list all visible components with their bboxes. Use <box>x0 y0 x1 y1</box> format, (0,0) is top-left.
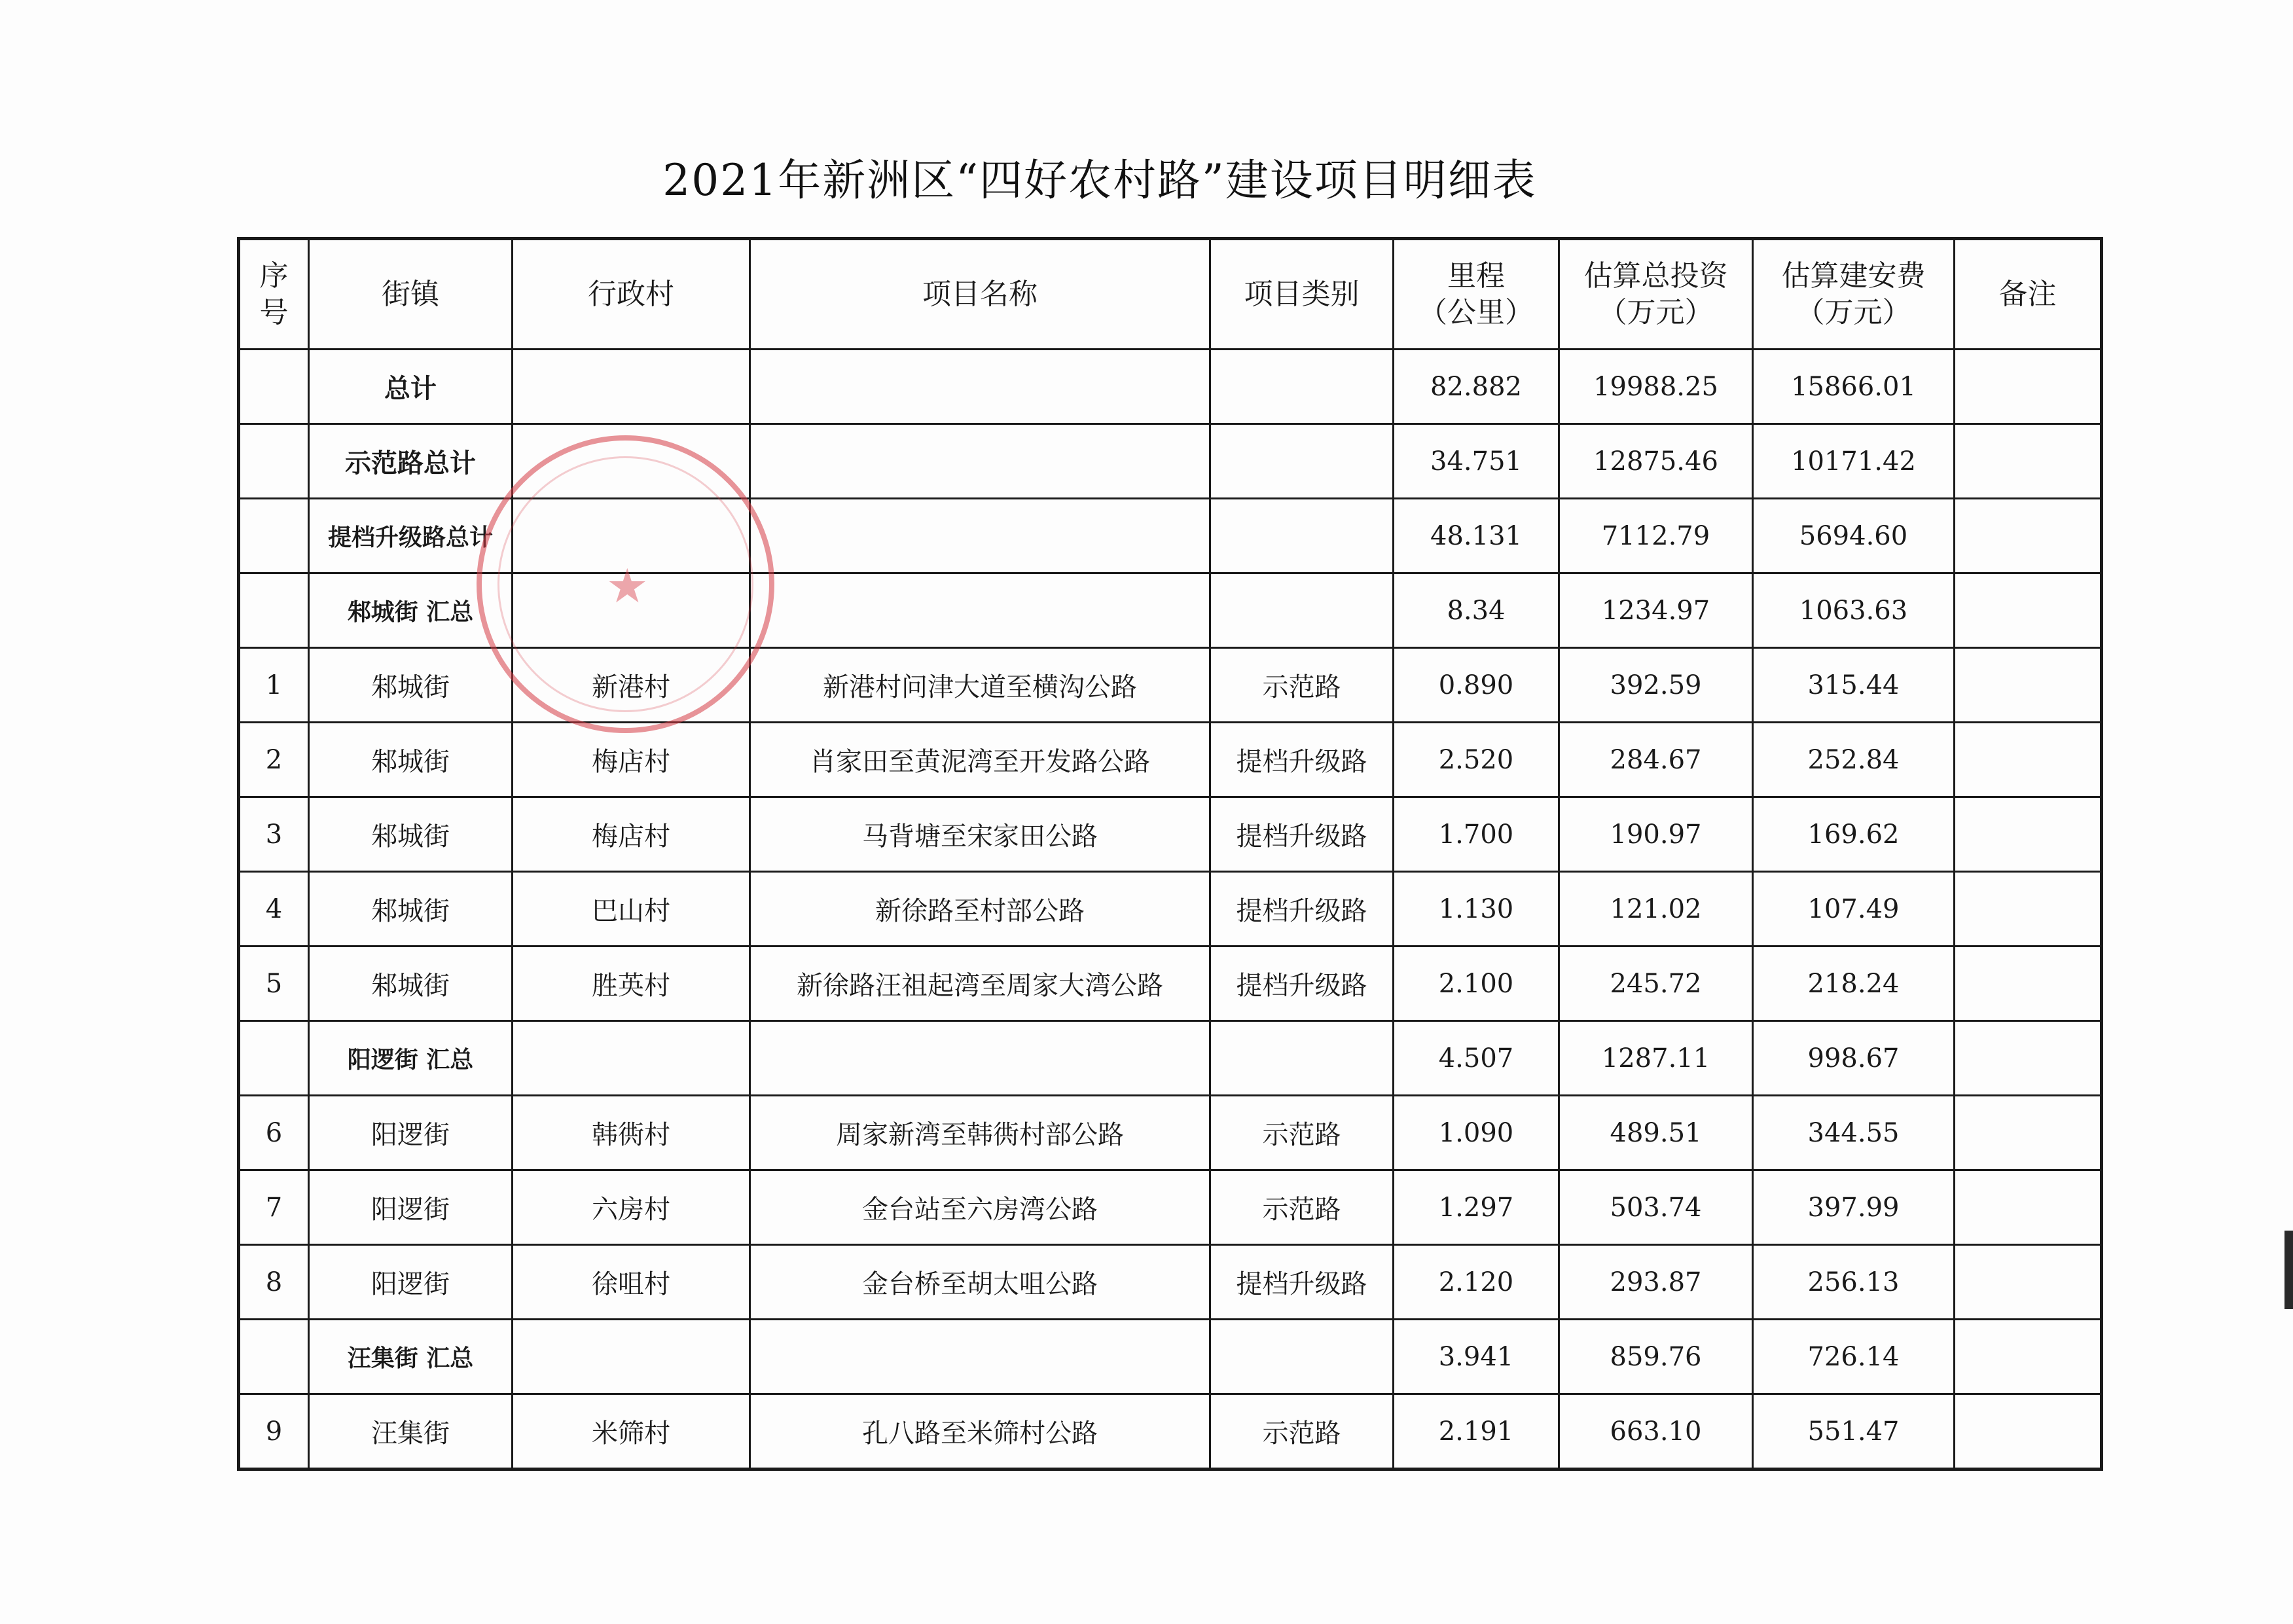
cell-notes <box>1955 1394 2102 1470</box>
header-project: 项目名称 <box>750 239 1210 350</box>
cell-village <box>513 1021 750 1096</box>
table-header-row <box>239 239 2102 350</box>
table-row <box>239 947 2102 1021</box>
cell-village <box>513 424 750 499</box>
cell-project: 马背塘至宋家田公路 <box>750 797 1210 872</box>
table-row <box>239 648 2102 723</box>
cell-investment: 859.76 <box>1559 1320 1753 1394</box>
cell-investment: 503.74 <box>1559 1170 1753 1245</box>
cell-construction: 1063.63 <box>1753 573 1955 648</box>
cell-construction: 5694.60 <box>1753 499 1955 573</box>
cell-seq: 7 <box>239 1170 309 1245</box>
table-row <box>239 797 2102 872</box>
cell-category: 提档升级路 <box>1210 797 1394 872</box>
cell-construction: 726.14 <box>1753 1320 1955 1394</box>
cell-investment: 392.59 <box>1559 648 1753 723</box>
cell-village <box>513 499 750 573</box>
cell-mileage: 2.100 <box>1394 947 1559 1021</box>
cell-investment: 121.02 <box>1559 872 1753 947</box>
cell-seq: 5 <box>239 947 309 1021</box>
cell-project <box>750 1320 1210 1394</box>
cell-mileage: 2.191 <box>1394 1394 1559 1470</box>
cell-village <box>513 1320 750 1394</box>
cell-notes <box>1955 797 2102 872</box>
cell-village <box>513 573 750 648</box>
table-row <box>239 1170 2102 1245</box>
cell-notes <box>1955 1245 2102 1320</box>
cell-construction: 315.44 <box>1753 648 1955 723</box>
cell-village: 梅店村 <box>513 797 750 872</box>
cell-seq: 1 <box>239 648 309 723</box>
cell-category <box>1210 1021 1394 1096</box>
cell-category <box>1210 499 1394 573</box>
table-body <box>239 350 2102 1470</box>
cell-construction: 998.67 <box>1753 1021 1955 1096</box>
cell-notes <box>1955 499 2102 573</box>
cell-mileage: 82.882 <box>1394 350 1559 424</box>
cell-village: 徐咀村 <box>513 1245 750 1320</box>
cell-investment: 489.51 <box>1559 1096 1753 1170</box>
cell-construction: 252.84 <box>1753 723 1955 797</box>
cell-town: 阳逻街 <box>309 1170 513 1245</box>
cell-town: 汪集街 汇总 <box>309 1320 513 1394</box>
cell-mileage: 2.520 <box>1394 723 1559 797</box>
cell-project: 周家新湾至韩衖村部公路 <box>750 1096 1210 1170</box>
cell-mileage: 1.700 <box>1394 797 1559 872</box>
cell-notes <box>1955 350 2102 424</box>
cell-town: 阳逻街 汇总 <box>309 1021 513 1096</box>
cell-construction: 107.49 <box>1753 872 1955 947</box>
cell-mileage: 48.131 <box>1394 499 1559 573</box>
cell-project: 新徐路汪祖起湾至周家大湾公路 <box>750 947 1210 1021</box>
cell-investment: 1234.97 <box>1559 573 1753 648</box>
cell-project <box>750 350 1210 424</box>
cell-town: 邾城街 <box>309 872 513 947</box>
cell-town: 邾城街 <box>309 797 513 872</box>
cell-seq: 3 <box>239 797 309 872</box>
cell-project: 新港村问津大道至横沟公路 <box>750 648 1210 723</box>
cell-seq <box>239 1021 309 1096</box>
cell-village: 梅店村 <box>513 723 750 797</box>
cell-notes <box>1955 1096 2102 1170</box>
cell-village: 新港村 <box>513 648 750 723</box>
cell-notes <box>1955 648 2102 723</box>
cell-investment: 293.87 <box>1559 1245 1753 1320</box>
cell-project: 金台站至六房湾公路 <box>750 1170 1210 1245</box>
summary-row <box>239 1320 2102 1394</box>
cell-village: 胜英村 <box>513 947 750 1021</box>
cell-construction: 256.13 <box>1753 1245 1955 1320</box>
header-town: 街镇 <box>309 239 513 350</box>
cell-mileage: 8.34 <box>1394 573 1559 648</box>
cell-category: 提档升级路 <box>1210 1245 1394 1320</box>
header-category: 项目类别 <box>1210 239 1394 350</box>
cell-investment: 19988.25 <box>1559 350 1753 424</box>
cell-town: 阳逻街 <box>309 1096 513 1170</box>
project-detail-table <box>237 237 2103 1471</box>
cell-village <box>513 350 750 424</box>
cell-mileage: 3.941 <box>1394 1320 1559 1394</box>
cell-investment: 245.72 <box>1559 947 1753 1021</box>
summary-row <box>239 499 2102 573</box>
cell-project: 金台桥至胡太咀公路 <box>750 1245 1210 1320</box>
cell-notes <box>1955 872 2102 947</box>
cell-notes <box>1955 1021 2102 1096</box>
cell-town: 邾城街 <box>309 723 513 797</box>
cell-construction: 10171.42 <box>1753 424 1955 499</box>
cell-construction: 397.99 <box>1753 1170 1955 1245</box>
header-investment: 估算总投资 （万元） <box>1559 239 1753 350</box>
cell-investment: 7112.79 <box>1559 499 1753 573</box>
cell-investment: 12875.46 <box>1559 424 1753 499</box>
cell-seq <box>239 350 309 424</box>
summary-row <box>239 573 2102 648</box>
cell-town: 提档升级路总计 <box>309 499 513 573</box>
header-village: 行政村 <box>513 239 750 350</box>
cell-seq <box>239 499 309 573</box>
cell-category <box>1210 1320 1394 1394</box>
cell-notes <box>1955 723 2102 797</box>
cell-seq <box>239 424 309 499</box>
cell-category <box>1210 424 1394 499</box>
scan-edge-mark <box>2284 1231 2293 1309</box>
cell-mileage: 0.890 <box>1394 648 1559 723</box>
cell-category: 示范路 <box>1210 1394 1394 1470</box>
table-row <box>239 872 2102 947</box>
cell-construction: 218.24 <box>1753 947 1955 1021</box>
table-row <box>239 1245 2102 1320</box>
cell-project <box>750 499 1210 573</box>
cell-category <box>1210 573 1394 648</box>
cell-project <box>750 573 1210 648</box>
cell-project: 肖家田至黄泥湾至开发路公路 <box>750 723 1210 797</box>
cell-village: 韩衖村 <box>513 1096 750 1170</box>
header-construction: 估算建安费 （万元） <box>1753 239 1955 350</box>
cell-town: 汪集街 <box>309 1394 513 1470</box>
cell-investment: 1287.11 <box>1559 1021 1753 1096</box>
cell-category <box>1210 350 1394 424</box>
cell-category: 示范路 <box>1210 648 1394 723</box>
document-title: 2021年新洲区“四好农村路”建设项目明细表 <box>662 155 1537 206</box>
summary-row <box>239 350 2102 424</box>
cell-notes <box>1955 573 2102 648</box>
cell-seq: 8 <box>239 1245 309 1320</box>
cell-project <box>750 424 1210 499</box>
cell-project <box>750 1021 1210 1096</box>
cell-village: 米筛村 <box>513 1394 750 1470</box>
cell-mileage: 34.751 <box>1394 424 1559 499</box>
cell-notes <box>1955 424 2102 499</box>
header-seq: 序 号 <box>239 239 309 350</box>
cell-construction: 169.62 <box>1753 797 1955 872</box>
cell-seq: 2 <box>239 723 309 797</box>
cell-seq: 9 <box>239 1394 309 1470</box>
cell-town: 邾城街 <box>309 947 513 1021</box>
cell-mileage: 1.297 <box>1394 1170 1559 1245</box>
cell-construction: 551.47 <box>1753 1394 1955 1470</box>
cell-investment: 663.10 <box>1559 1394 1753 1470</box>
cell-category: 示范路 <box>1210 1096 1394 1170</box>
seal-star-icon: ★ <box>606 558 649 613</box>
cell-notes <box>1955 1320 2102 1394</box>
cell-project: 孔八路至米筛村公路 <box>750 1394 1210 1470</box>
cell-mileage: 2.120 <box>1394 1245 1559 1320</box>
cell-project: 新徐路至村部公路 <box>750 872 1210 947</box>
cell-construction: 15866.01 <box>1753 350 1955 424</box>
header-mileage: 里程 （公里） <box>1394 239 1559 350</box>
cell-investment: 190.97 <box>1559 797 1753 872</box>
cell-seq: 4 <box>239 872 309 947</box>
table-row <box>239 1096 2102 1170</box>
cell-notes <box>1955 1170 2102 1245</box>
cell-seq <box>239 1320 309 1394</box>
table-row <box>239 1394 2102 1470</box>
cell-town: 阳逻街 <box>309 1245 513 1320</box>
cell-village: 六房村 <box>513 1170 750 1245</box>
cell-category: 提档升级路 <box>1210 947 1394 1021</box>
cell-construction: 344.55 <box>1753 1096 1955 1170</box>
cell-mileage: 1.130 <box>1394 872 1559 947</box>
cell-town: 示范路总计 <box>309 424 513 499</box>
cell-mileage: 4.507 <box>1394 1021 1559 1096</box>
cell-category: 提档升级路 <box>1210 872 1394 947</box>
summary-row <box>239 1021 2102 1096</box>
table-row <box>239 723 2102 797</box>
cell-seq: 6 <box>239 1096 309 1170</box>
cell-seq <box>239 573 309 648</box>
cell-town: 邾城街 <box>309 648 513 723</box>
cell-town: 总计 <box>309 350 513 424</box>
header-notes: 备注 <box>1955 239 2102 350</box>
summary-row <box>239 424 2102 499</box>
cell-mileage: 1.090 <box>1394 1096 1559 1170</box>
cell-town: 邾城街 汇总 <box>309 573 513 648</box>
cell-category: 示范路 <box>1210 1170 1394 1245</box>
cell-village: 巴山村 <box>513 872 750 947</box>
cell-investment: 284.67 <box>1559 723 1753 797</box>
cell-notes <box>1955 947 2102 1021</box>
cell-category: 提档升级路 <box>1210 723 1394 797</box>
